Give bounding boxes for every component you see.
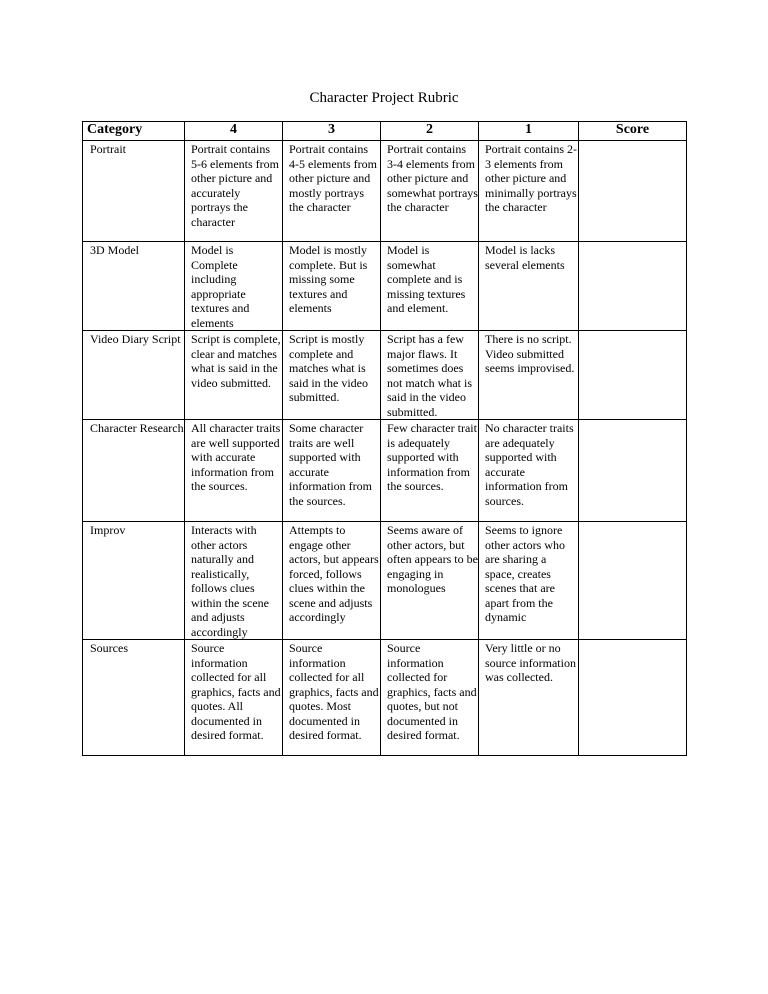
score-cell bbox=[579, 141, 687, 242]
table-row bbox=[83, 141, 687, 242]
level-1-cell: Portrait contains 2-3 elements from other picture and minimally portrays the character bbox=[479, 141, 579, 242]
level-3-cell: Portrait contains 4-5 elements from other picture and mostly portrays the character bbox=[283, 141, 381, 242]
level-3-cell: Attempts to engage other actors, but appears forced, follows clues within the scene and adjusts accordingly bbox=[283, 522, 381, 640]
category-cell: Portrait bbox=[83, 141, 185, 242]
header-category: Category bbox=[83, 122, 185, 141]
level-4-cell: Script is complete, clear and matches what is said in the video submitted. bbox=[185, 331, 283, 420]
level-3-cell: Model is mostly complete. But is missing some textures and elements bbox=[283, 242, 381, 331]
document-title: Character Project Rubric bbox=[309, 90, 459, 106]
level-1-cell: No character traits are adequately supported with accurate information from sources. bbox=[479, 420, 579, 522]
level-2-cell: Source information collected for graphics, facts and quotes, but not documented in desired format. bbox=[381, 640, 479, 756]
level-2-cell: Portrait contains 3-4 elements from other picture and somewhat portrays the character bbox=[381, 141, 479, 242]
header-score-2: 2 bbox=[381, 122, 479, 141]
level-1-cell: Seems to ignore other actors who are sharing a space, creates scenes that are apart from the dynamic bbox=[479, 522, 579, 640]
level-2-cell: Few character trait is adequately supported with information from the sources. bbox=[381, 420, 479, 522]
table-row bbox=[83, 522, 687, 640]
category-cell: 3D Model bbox=[83, 242, 185, 331]
rubric-table bbox=[82, 121, 687, 756]
header-score-4: 4 bbox=[185, 122, 283, 141]
category-cell: Video Diary Script bbox=[83, 331, 185, 420]
category-cell: Character Research bbox=[83, 420, 185, 522]
table-row bbox=[83, 242, 687, 331]
level-3-cell: Source information collected for all graphics, facts and quotes. Most documented in desired format. bbox=[283, 640, 381, 756]
level-4-cell: Model is Complete including appropriate textures and elements bbox=[185, 242, 283, 331]
level-4-cell: All character traits are well supported with accurate information from the sources. bbox=[185, 420, 283, 522]
score-cell bbox=[579, 640, 687, 756]
level-4-cell: Source information collected for all graphics, facts and quotes. All documented in desired format. bbox=[185, 640, 283, 756]
level-2-cell: Seems aware of other actors, but often appears to be engaging in monologues bbox=[381, 522, 479, 640]
score-cell bbox=[579, 242, 687, 331]
header-score-1: 1 bbox=[479, 122, 579, 141]
level-1-cell: Very little or no source information was collected. bbox=[479, 640, 579, 756]
level-1-cell: Model is lacks several elements bbox=[479, 242, 579, 331]
table-row bbox=[83, 331, 687, 420]
table-row bbox=[83, 420, 687, 522]
table-row bbox=[83, 640, 687, 756]
level-3-cell: Script is mostly complete and matches what is said in the video submitted. bbox=[283, 331, 381, 420]
level-4-cell: Portrait contains 5-6 elements from other picture and accurately portrays the character bbox=[185, 141, 283, 242]
category-cell: Sources bbox=[83, 640, 185, 756]
level-1-cell: There is no script. Video submitted seems improvised. bbox=[479, 331, 579, 420]
header-score-3: 3 bbox=[283, 122, 381, 141]
level-2-cell: Model is somewhat complete and is missing textures and element. bbox=[381, 242, 479, 331]
header-score: Score bbox=[579, 122, 687, 141]
header-row bbox=[83, 122, 687, 141]
score-cell bbox=[579, 420, 687, 522]
category-cell: Improv bbox=[83, 522, 185, 640]
level-2-cell: Script has a few major flaws. It sometimes does not match what is said in the video submitted. bbox=[381, 331, 479, 420]
level-3-cell: Some character traits are well supported with accurate information from the sources. bbox=[283, 420, 381, 522]
score-cell bbox=[579, 331, 687, 420]
level-4-cell: Interacts with other actors naturally and realistically, follows clues within the scene and adjusts accordingly bbox=[185, 522, 283, 640]
score-cell bbox=[579, 522, 687, 640]
